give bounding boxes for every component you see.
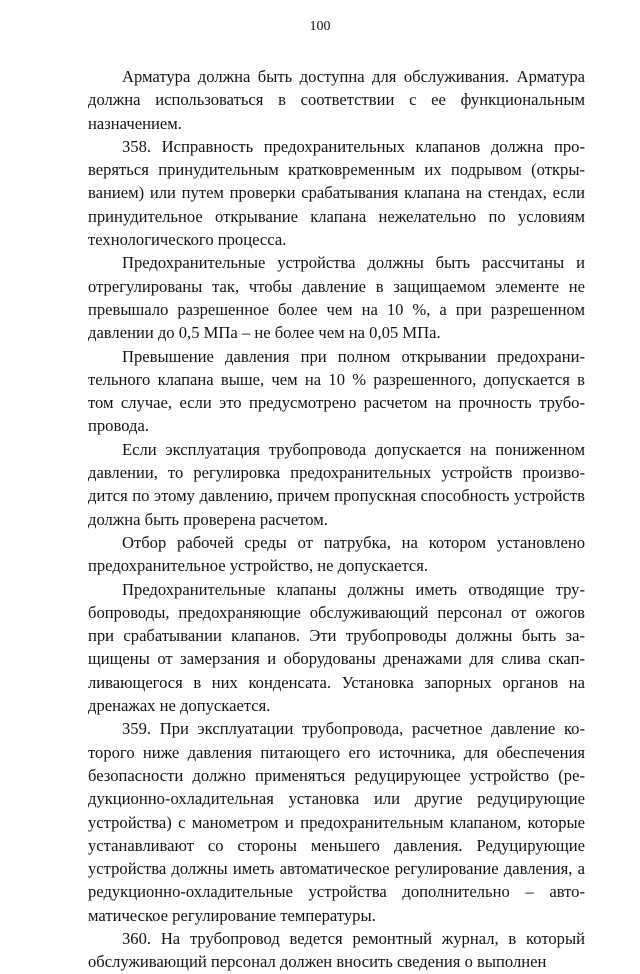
body-text bbox=[88, 65, 585, 974]
paragraph: Превышение давления при полном открывании предохранительного клапана выше, чем на 10 % разрешенного, допускается в том случае, если это предусмотрено расчетом на прочность трубопровода. bbox=[88, 346, 585, 436]
paragraph: Предохранительные клапаны должны иметь отводящие трубопроводы, предохраняющие обслуживающий персонал от ожогов при срабатывании клапанов. Эти трубопроводы должны быть защищены от замерзания и оборудованы дренажами для слива скапливающегося в них конденсата. Установка запорных органов на дренажах не допускается. bbox=[88, 579, 585, 716]
paragraph: 360. На трубопровод ведется ремонтный журнал, в который обслуживающий персонал должен вносить сведения о выполнен bbox=[88, 928, 585, 972]
paragraph: Арматура должна быть доступна для обслуживания. Арматура должна использоваться в соответствии с ее функциональным назначением. bbox=[88, 67, 585, 133]
page-number: 100 bbox=[309, 19, 331, 34]
paragraph: 359. При эксплуатации трубопровода, расчетное давление которого ниже давления питающего его источника, для обеспечения безопасности должно применяться редуцирующее устройство (редукционно-охладительная установка или другие редуцирующие устройства) с манометром и предохранительным клапаном, которые устанавливают со стороны меньшего давления. Редуцирующие устройства должны иметь автоматическое регулирование давления, а редукционно-охладительные устройства дополнительно – автоматическое регулирование температуры. bbox=[88, 719, 585, 925]
paragraph: Предохранительные устройства должны быть рассчитаны и отрегулированы так, чтобы давление в защищаемом элементе не превышало разрешенное более чем на 10 %, а при разрешенном давлении до 0,5 МПа – не более чем на 0,05 МПа. bbox=[88, 253, 585, 343]
paragraph: Отбор рабочей среды от патрубка, на котором установлено предохранительное устройство, не допускается. bbox=[88, 532, 585, 576]
paragraph: 358. Исправность предохранительных клапанов должна проверяться принудительным кратковременным их подрывом (открыванием) или путем проверки срабатывания клапана на стендах, если принудительное открывание клапана нежелательно по условиям технологического процесса. bbox=[88, 136, 585, 250]
paragraph: Если эксплуатация трубопровода допускается на пониженном давлении, то регулировка предохранительных устройств производится по этому давлению, причем пропускная способность устройств должна быть проверена расчетом. bbox=[88, 439, 585, 529]
